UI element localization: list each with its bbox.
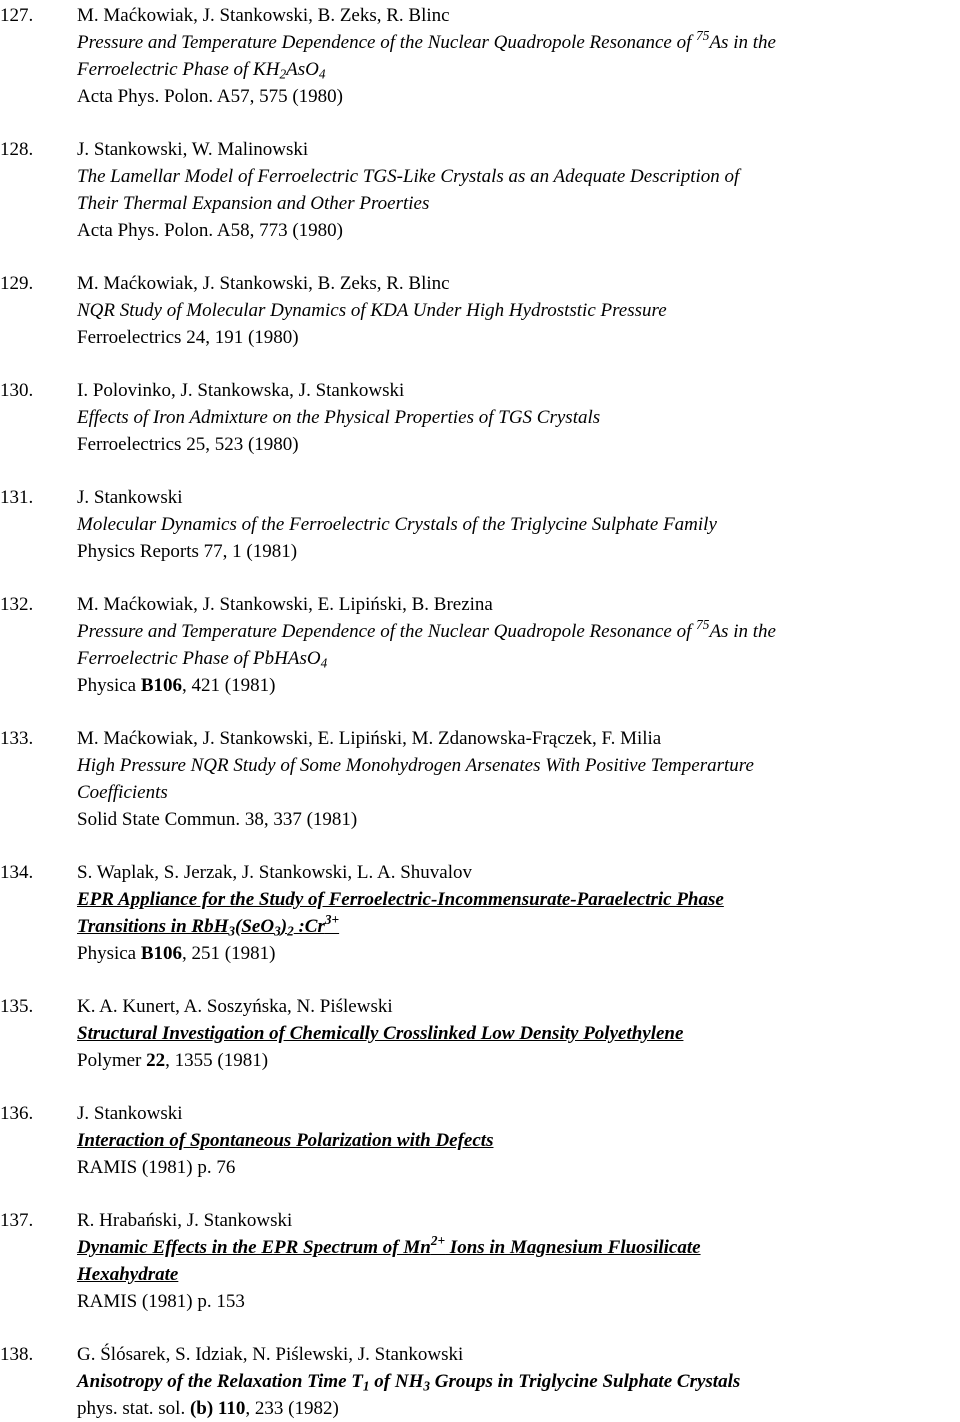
entry-title bbox=[77, 404, 957, 431]
entry-source: RAMIS (1981) p. 76 bbox=[77, 1157, 236, 1178]
entry-authors: I. Polovinko, J. Stankowska, J. Stankowski bbox=[77, 380, 405, 401]
entry-body bbox=[77, 859, 957, 967]
entry-body bbox=[77, 1341, 957, 1422]
entry-title-line: Pressure and Temperature Dependence of the Nuclear Quadropole Resonance of $^{75}$As in the bbox=[77, 617, 776, 642]
entry-authors: M. Maćkowiak, J. Stankowski, E. Lipiński, B. Brezina bbox=[77, 594, 493, 615]
entry-body bbox=[77, 725, 957, 833]
entry-authors: R. Hrabański, J. Stankowski bbox=[77, 1210, 293, 1231]
entry-number: 133. bbox=[0, 728, 34, 749]
entry-body bbox=[77, 2, 957, 110]
entry-body bbox=[77, 591, 957, 699]
entry-title-line: Transitions in $RbH_3(SeO_3)_2$ $:Cr^{3+}$ bbox=[77, 912, 340, 939]
entry-title-line: Interaction of Spontaneous Polarization with Defects bbox=[77, 1130, 494, 1151]
entry-number: 138. bbox=[0, 1344, 34, 1365]
entry-authors: J. Stankowski, W. Malinowski bbox=[77, 139, 309, 160]
entry-number: 136. bbox=[0, 1103, 34, 1124]
entry-number: 127. bbox=[0, 5, 34, 26]
entry-authors: J. Stankowski bbox=[77, 1103, 183, 1124]
entry-title-line: Their Thermal Expansion and Other Proerties bbox=[77, 193, 430, 214]
entry-title-line: Pressure and Temperature Dependence of the Nuclear Quadropole Resonance of $^{75}$As in the bbox=[77, 28, 776, 53]
entry-authors: K. A. Kunert, A. Soszyńska, N. Piślewski bbox=[77, 996, 393, 1017]
entry-source: Ferroelectrics 24, 191 (1980) bbox=[77, 327, 299, 348]
entry-title bbox=[77, 1368, 957, 1395]
entry-body bbox=[77, 136, 957, 244]
entry-number: 137. bbox=[0, 1210, 34, 1231]
entry-title-line: High Pressure NQR Study of Some Monohydrogen Arsenates With Positive Temperarture bbox=[77, 755, 754, 776]
entry-authors: G. Ślósarek, S. Idziak, N. Piślewski, J. Stankowski bbox=[77, 1344, 464, 1365]
entry-title-line: Hexahydrate bbox=[77, 1264, 179, 1285]
entry-number: 130. bbox=[0, 380, 34, 401]
entry-body bbox=[77, 993, 957, 1074]
entry-title-line: Structural Investigation of Chemically Crosslinked Low Density Polyethylene bbox=[77, 1023, 684, 1044]
entry-number: 128. bbox=[0, 139, 34, 160]
entry-number: 135. bbox=[0, 996, 34, 1017]
entry-source: Physics Reports 77, 1 (1981) bbox=[77, 541, 298, 562]
entry-title-line: Molecular Dynamics of the Ferroelectric Crystals of the Triglycine Sulphate Family bbox=[77, 514, 717, 535]
entry-number: 134. bbox=[0, 862, 34, 883]
entry-authors: M. Maćkowiak, J. Stankowski, B. Zeks, R. Blinc bbox=[77, 273, 450, 294]
entry-authors: J. Stankowski bbox=[77, 487, 183, 508]
entry-title bbox=[77, 29, 957, 83]
entry-title-line: The Lamellar Model of Ferroelectric TGS-Like Crystals as an Adequate Description of bbox=[77, 166, 740, 187]
entry-authors: M. Maćkowiak, J. Stankowski, B. Zeks, R. Blinc bbox=[77, 5, 450, 26]
entry-title bbox=[77, 618, 957, 672]
entry-number: 132. bbox=[0, 594, 34, 615]
entry-title bbox=[77, 1020, 957, 1047]
entry-title-line: Anisotropy of the Relaxation Time $T_1$ of $NH_3$ Groups in Triglycine Sulphate Crystals bbox=[77, 1371, 741, 1394]
entry-title-line: Coefficients bbox=[77, 782, 168, 803]
entry-number: 131. bbox=[0, 487, 34, 508]
entry-title bbox=[77, 1127, 957, 1154]
entry-source: Acta Phys. Polon. A57, 575 (1980) bbox=[77, 86, 343, 107]
entry-title bbox=[77, 752, 957, 806]
entry-authors: S. Waplak, S. Jerzak, J. Stankowski, L. A. Shuvalov bbox=[77, 862, 472, 883]
entry-authors: M. Maćkowiak, J. Stankowski, E. Lipiński, M. Zdanowska-Frączek, F. Milia bbox=[77, 728, 662, 749]
entry-number: 129. bbox=[0, 273, 34, 294]
entry-body bbox=[77, 1207, 957, 1315]
entry-source: Physica B106, 421 (1981) bbox=[77, 675, 276, 696]
entry-title bbox=[77, 1234, 957, 1288]
entry-source: RAMIS (1981) p. 153 bbox=[77, 1291, 245, 1312]
entry-title bbox=[77, 297, 957, 324]
entry-source: Physica B106, 251 (1981) bbox=[77, 943, 276, 964]
entry-title bbox=[77, 886, 957, 940]
entry-title-line: Dynamic Effects in the EPR Spectrum of $Mn^{2+}$ Ions in Magnesium Fluosilicate bbox=[77, 1233, 701, 1258]
entry-title-line: NQR Study of Molecular Dynamics of KDA Under High Hydroststic Pressure bbox=[77, 300, 667, 321]
entry-source: phys. stat. sol. (b) 110, 233 (1982) bbox=[77, 1398, 339, 1419]
entry-source: Polymer 22, 1355 (1981) bbox=[77, 1050, 269, 1071]
entry-source: Acta Phys. Polon. A58, 773 (1980) bbox=[77, 220, 343, 241]
entry-body bbox=[77, 1100, 957, 1181]
entry-source: Ferroelectrics 25, 523 (1980) bbox=[77, 434, 299, 455]
entry-title bbox=[77, 511, 957, 538]
entry-title-line: Effects of Iron Admixture on the Physical Properties of TGS Crystals bbox=[77, 407, 601, 428]
entry-title-line: EPR Appliance for the Study of Ferroelectric-Incommensurate-Paraelectric Phase bbox=[77, 889, 724, 910]
entry-body bbox=[77, 484, 957, 565]
entry-title-line: Ferroelectric Phase of $KH_2AsO_4$ bbox=[77, 59, 326, 82]
entry-title bbox=[77, 163, 957, 217]
entry-body bbox=[77, 270, 957, 351]
entry-source: Solid State Commun. 38, 337 (1981) bbox=[77, 809, 358, 830]
entry-title-line: Ferroelectric Phase of PbHAsO$_4$ bbox=[77, 648, 328, 671]
entry-body bbox=[77, 377, 957, 458]
